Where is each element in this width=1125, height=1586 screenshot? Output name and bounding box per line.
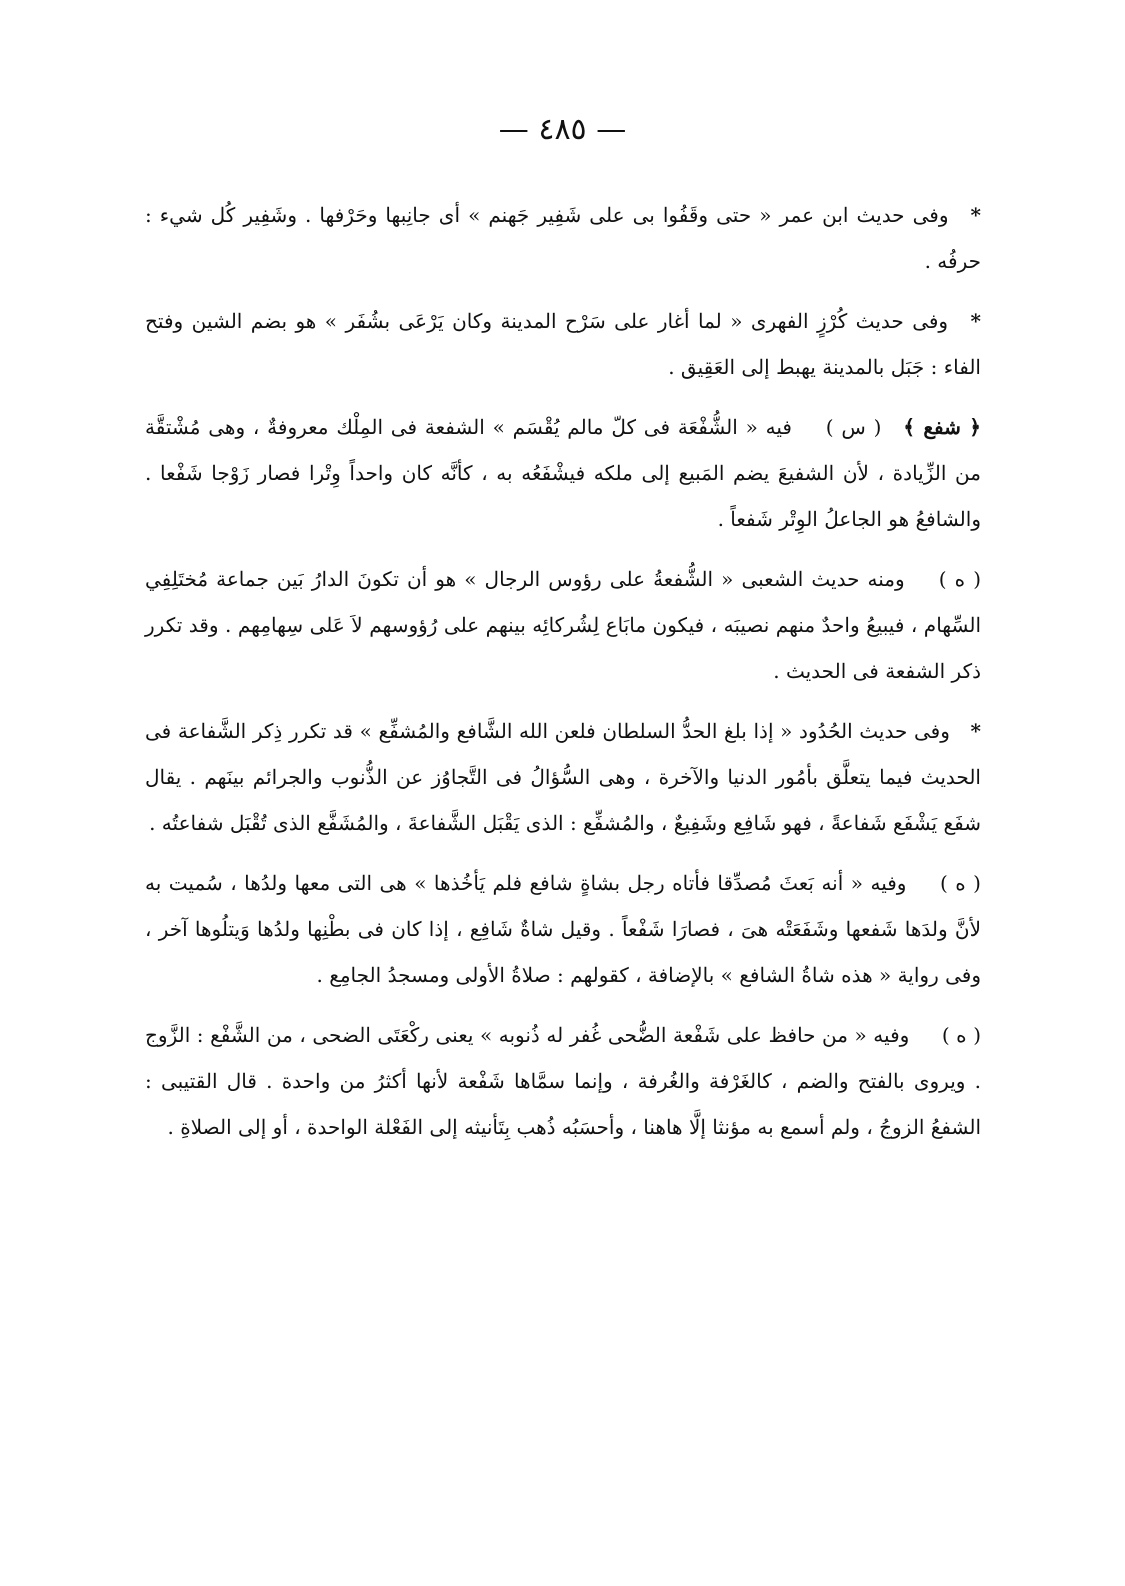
asterisk-marker: * (970, 203, 981, 227)
paragraph-shabi (145, 556, 981, 694)
paragraph-text: فيه « الشُّفْعَة فى كلّ مالم يُقْسَم » الشفعة فى المِلْك معروفةٌ ، وهى مُشْتقَّة من الزِّيادة ، لأن الشفيعَ يضم المَبيع إلى ملكه فيشْفَعُه به ، كأنَّه كان واحداً وِتْرا فصار زَوْجا شَفْعا . والشافعُ هو الجاعلُ الوِتْر شَفعاً . (145, 415, 981, 531)
source-siglum: ( ه ) (939, 871, 981, 895)
asterisk-marker: * (970, 309, 981, 333)
paragraph-text: وفى حديث الحُدُود « إذا بلغ الحدُّ السلطان فلعن الله الشَّافع والمُشفِّع » قد تكرر ذِكر الشَّفاعة فى الحديث فيما يتعلَّق بأمُور الدنيا والآخرة ، وهى السُّؤالُ فى التَّجاوُز عن الذُّنوب والجرائم بينَهم . يقال شفَع يَشْفَع شَفاعةً ، فهو شَافِع وشَفِيعٌ ، والمُشفِّع : الذى يَقْبَل الشَّفاعةَ ، والمُشَفَّع الذى تُقْبَل شفاعتُه . (145, 719, 981, 835)
paragraph-text: وفيه « من حافظ على شَفْعة الضُّحى غُفر له ذُنوبه » يعنى ركْعَتَى الضحى ، من الشَّفْع : الزَّوج . ويروى بالفتح والضم ، كالغَرْفة والغُرفة ، وإنما سمَّاها شَفْعة لأنها أكثرُ من واحدة . قال القتيبى : الشفعُ الزوجُ ، ولم أسمع به مؤنثا إلَّا هاهنا ، وأحسَبُه ذُهب بِتَأنيثه إلى الفَعْلة الواحدة ، أو إلى الصلاةِ . (145, 1023, 981, 1139)
paragraph-text: وفى حديث ابن عمر « حتى وقَفُوا بى على شَفِير جَهنم » أى جانِبها وحَرْفها . وشَفِير كُل شيء : حرفُه . (145, 203, 981, 273)
source-siglum: ( س ) (825, 415, 882, 439)
paragraph-text: ومنه حديث الشعبى « الشُّفعةُ على رؤوس الرجال » هو أن تكونَ الدارُ بَين جماعة مُختَلِفِي السِّهام ، فيبيعُ واحدٌ منهم نصيبَه ، فيكون مابَاع لِشُركائِه بينهم على رُؤوسهم لاَ عَلى سِهامِهم . وقد تكرر ذكر الشفعة فى الحديث . (145, 567, 981, 683)
paragraph-text: وفى حديث كُرْزٍ الفهرى « لما أغار على سَرْح المدينة وكان يَرْعَى بشُفَر » هو بضم الشين وفتح الفاء : جَبَل بالمدينة يهبط إلى العَقِيق . (145, 309, 981, 379)
paragraph-duha (145, 1012, 981, 1150)
page-number: — ٤٨٥ — (498, 112, 627, 147)
paragraph-text: وفيه « أنه بَعثَ مُصدِّقا فأتاه رجل بشاةٍ شافع فلم يَأخُذها » هى التى معها ولدُها ، سُميت به لأنَّ ولدَها شَفعها وشَفَعَتْه هىَ ، فصارَا شَفْعاً . وقيل شاةٌ شَافِع ، إذا كان فى بطْنِها ولدُها وَيتلُوها آخر ، وفى رواية « هذه شاةُ الشافع » بالإضافة ، كقولهم : صلاةُ الأولى ومسجدُ الجامِع . (145, 871, 981, 987)
paragraph-shufar (145, 298, 981, 390)
paragraph-shafir (145, 192, 981, 284)
body-text (145, 192, 981, 1164)
source-siglum: ( ه ) (941, 1023, 982, 1047)
source-siglum: ( ه ) (938, 567, 982, 591)
paragraph-hudud (145, 708, 981, 846)
paragraph-shat-shafi (145, 860, 981, 998)
paragraph-shafa-entry (145, 404, 981, 542)
entry-headword: ﴿ شفع ﴾ (903, 415, 982, 439)
asterisk-marker: * (970, 719, 981, 743)
